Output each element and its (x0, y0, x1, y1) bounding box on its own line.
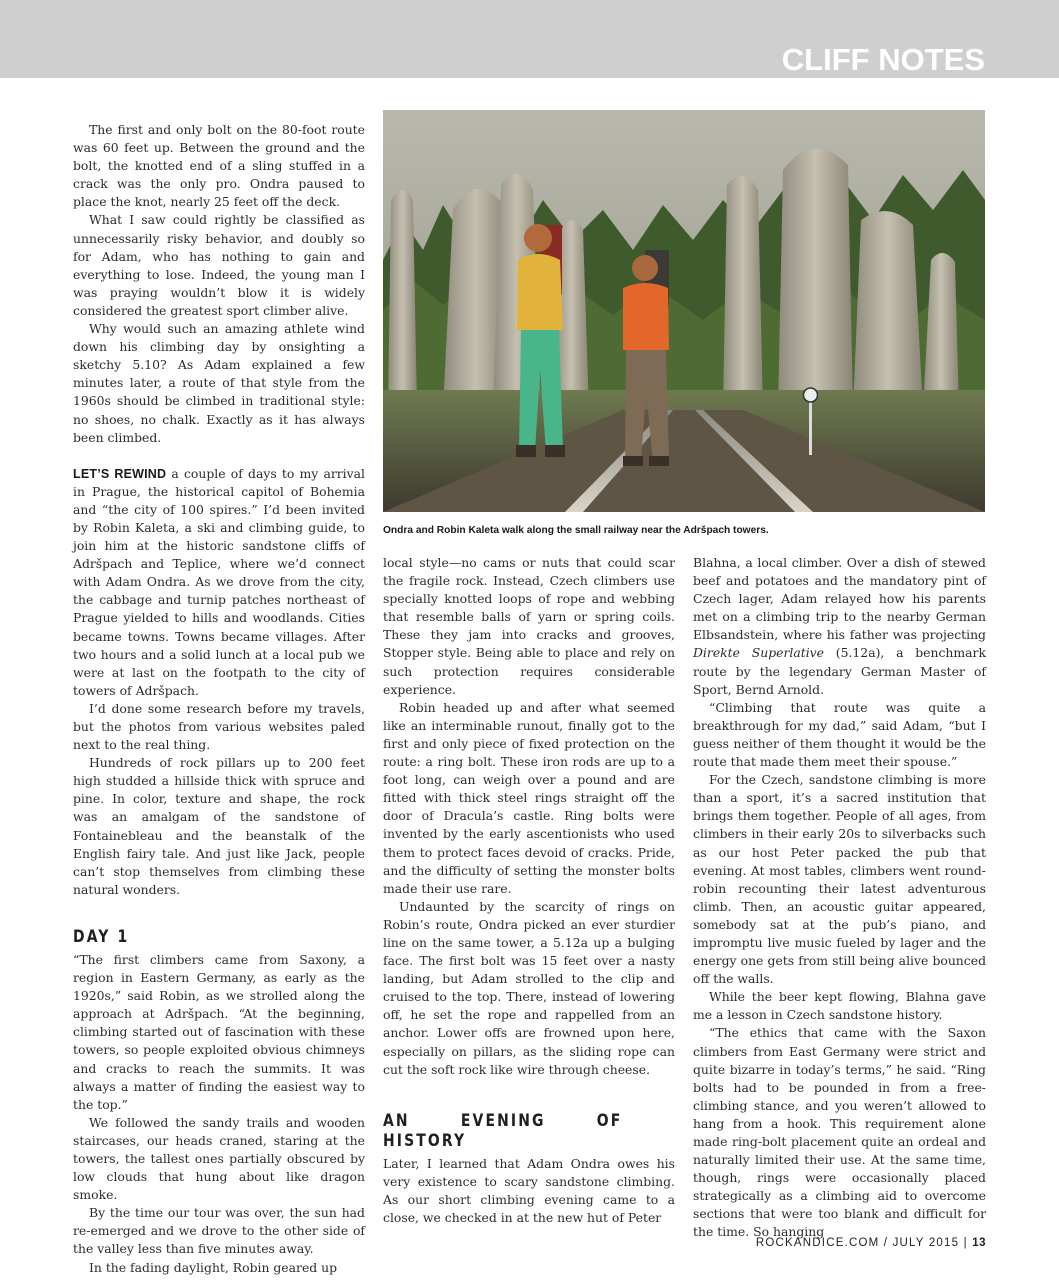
paragraph: “Climbing that route was quite a breakthrough for my dad,” said Adam, “but I guess neither of them thought it would be the route that made them meet their spouse.” (693, 699, 986, 770)
article-photo (383, 110, 985, 512)
paragraph: By the time our tour was over, the sun had re-emerged and we drove to the other side of the valley less than five minutes away. (73, 1205, 365, 1257)
paragraph: local style—no cams or nuts that could scar the fragile rock. Instead, Czech climbers use specially knotted loops of rope and webbing that resemble balls of yarn or spring coils. These they jam into cracks and grooves, Stopper style. Being able to place and rely on such protection requires considerable experience. (383, 555, 675, 697)
paragraph: Hundreds of rock pillars up to 200 feet high studded a hillside thick with spruce and pine. In color, texture and shape, the rock was an amalgam of the sandstone of Fontainebleau and the beanstalk of the English fairy tale. And just like Jack, people can’t stop themselves from climbing these natural wonders. (73, 755, 365, 897)
photo-caption: Ondra and Robin Kaleta walk along the small railway near the Adršpach towers. (383, 525, 769, 536)
paragraph: The first and only bolt on the 80-foot route was 60 feet up. Between the ground and the bolt, the knotted end of a sling stuffed in a crack was the only pro. Ondra paused to place the knot, nearly 25 feet off the deck. (73, 122, 365, 210)
paragraph-text: Blahna, a local climber. Over a dish of stewed beef and potatoes and the mandatory pint of Czech lager, Adam relayed how his parents met on a climbing trip to the nearby German Elbsandstein, where his father was projecting (693, 555, 986, 643)
subhead-day-1: DAY 1 (73, 926, 130, 947)
paragraph: In the fading daylight, Robin geared up (89, 1259, 338, 1275)
paragraph: Why would such an amazing athlete wind down his climbing day by onsighting a sketchy 5.10? As Adam explained a few minutes later, a route of that style from the 1960s should be climbed in traditional style: no shoes, no chalk. Exactly as it has always been climbed. (73, 321, 365, 445)
paragraph: While the beer kept flowing, Blahna gave me a lesson in Czech sandstone history. (693, 989, 986, 1023)
paragraph: We followed the sandy trails and wooden staircases, our heads craned, staring at the towers, the tallest ones partially obscured by low clouds that hung about like dragon smoke. (73, 1114, 365, 1203)
paragraph: I’d done some research before my travels, but the photos from various websites paled next to the real thing. (73, 700, 365, 753)
article-column-2 (383, 554, 675, 1227)
footer-site-date: ROCKANDICE.COM / JULY 2015 | (755, 1237, 973, 1249)
section-tag: CLIFF NOTES (781, 42, 985, 77)
paragraph: For the Czech, sandstone climbing is more than a sport, it’s a sacred institution that brings them together. People of all ages, from climbers in their early 20s to silverbacks such as our host Peter packed the pub that evening. At most tables, climbers went round-robin recounting their latest adventurous climb. Then, an acoustic guitar appeared, somebody sat at the pub’s piano, and impromptu live music fueled by lager and the energy one gets from still being alive bounced off the walls. (693, 772, 986, 987)
photo-illustration (383, 110, 985, 512)
article-column-1 (73, 121, 365, 1277)
paragraph: “The ethics that came with the Saxon climbers from East Germany were strict and quite bizarre in today’s terms,” he said. “Ring bolts had to be pounded in from a free-climbing stance, and you weren’t allowed to hang from a hook. This requirement alone made ring-bolt placement quite an ordeal and naturally limited their use. At the same time, though, rings were occasionally placed strategically as a climbing aid to overcome sections that were too blank and difficult for the time. So hanging (693, 1025, 986, 1240)
subhead-evening-of-history: AN EVENING OF HISTORY (383, 1110, 623, 1151)
paragraph: What I saw could rightly be classified as unnecessarily risky behavior, and doubly so for Adam, who has nothing to gain and everything to lose. Indeed, the young man I was praying wouldn’t blow it is widely considered the greatest sport climber alive. (73, 212, 365, 318)
paragraph-rewind (73, 465, 365, 700)
paragraph-text: (5.12a), a benchmark route by the legendary German Master of Sport, Bernd Arnold. (693, 645, 986, 697)
paragraph: Robin headed up and after what seemed like an interminable runout, finally got to the first and only piece of fixed protection on the route: a ring bolt. These iron rods are up to a foot long, can weigh over a pound and are fitted with thick steel rings straight off the door of Dracula’s castle. Ring bolts were invented by the early ascentionists who used them to protect faces devoid of cracks. Pride, and the difficulty of setting the monster bolts made their use rare. (383, 699, 675, 896)
page-number: 13 (972, 1237, 986, 1249)
paragraph: Later, I learned that Adam Ondra owes his very existence to scary sandstone climbing. As our short climbing evening came to a close, we checked in at the new hut of Peter (383, 1155, 675, 1225)
paragraph: Undaunted by the scarcity of rings on Robin’s route, Ondra picked an ever sturdier line on the same tower, a 5.12a up a bulging face. The first bolt was 15 feet over a nasty landing, but Adam strolled to the clip and cruised to the top. There, instead of lowering off, he set the rope and rappelled from an anchor. Lower offs are frowned upon here, especially on pillars, as the sliding rope can cut the soft rock like wire through cheese. (383, 898, 675, 1077)
article-column-3 (693, 554, 986, 1242)
paragraph-text: a couple of days to my arrival in Prague, the historical capitol of Bohemia and “the city of 100 spires.” I’d been invited by Robin Kaleta, a ski and climbing guide, to join him at the historic sandstone cliffs of Adršpach and Teplice, where we’d connect with Adam Ondra. As we drove from the city, the cabbage and turnip patches northeast of Prague yielded to hills and woodlands. Cities became towns. Towns became villages. After two hours and a solid lunch at a local pub we were at last on the footpath to the city of towers of Adršpach. (73, 465, 365, 698)
route-name: Direkte Superlative (693, 645, 825, 661)
lead-in-text: LET’S REWIND (73, 466, 167, 481)
paragraph (693, 554, 986, 699)
paragraph: “The first climbers came from Saxony, a region in Eastern Germany, as early as the 1920s,” said Robin, as we strolled along the approach at Adršpach. “At the beginning, climbing started out of fascination with these towers, so people exploited obvious chimneys and cracks to reach the summits. It was always a matter of finding the easiest way to the top.” (73, 951, 365, 1112)
page-footer (756, 1236, 986, 1250)
